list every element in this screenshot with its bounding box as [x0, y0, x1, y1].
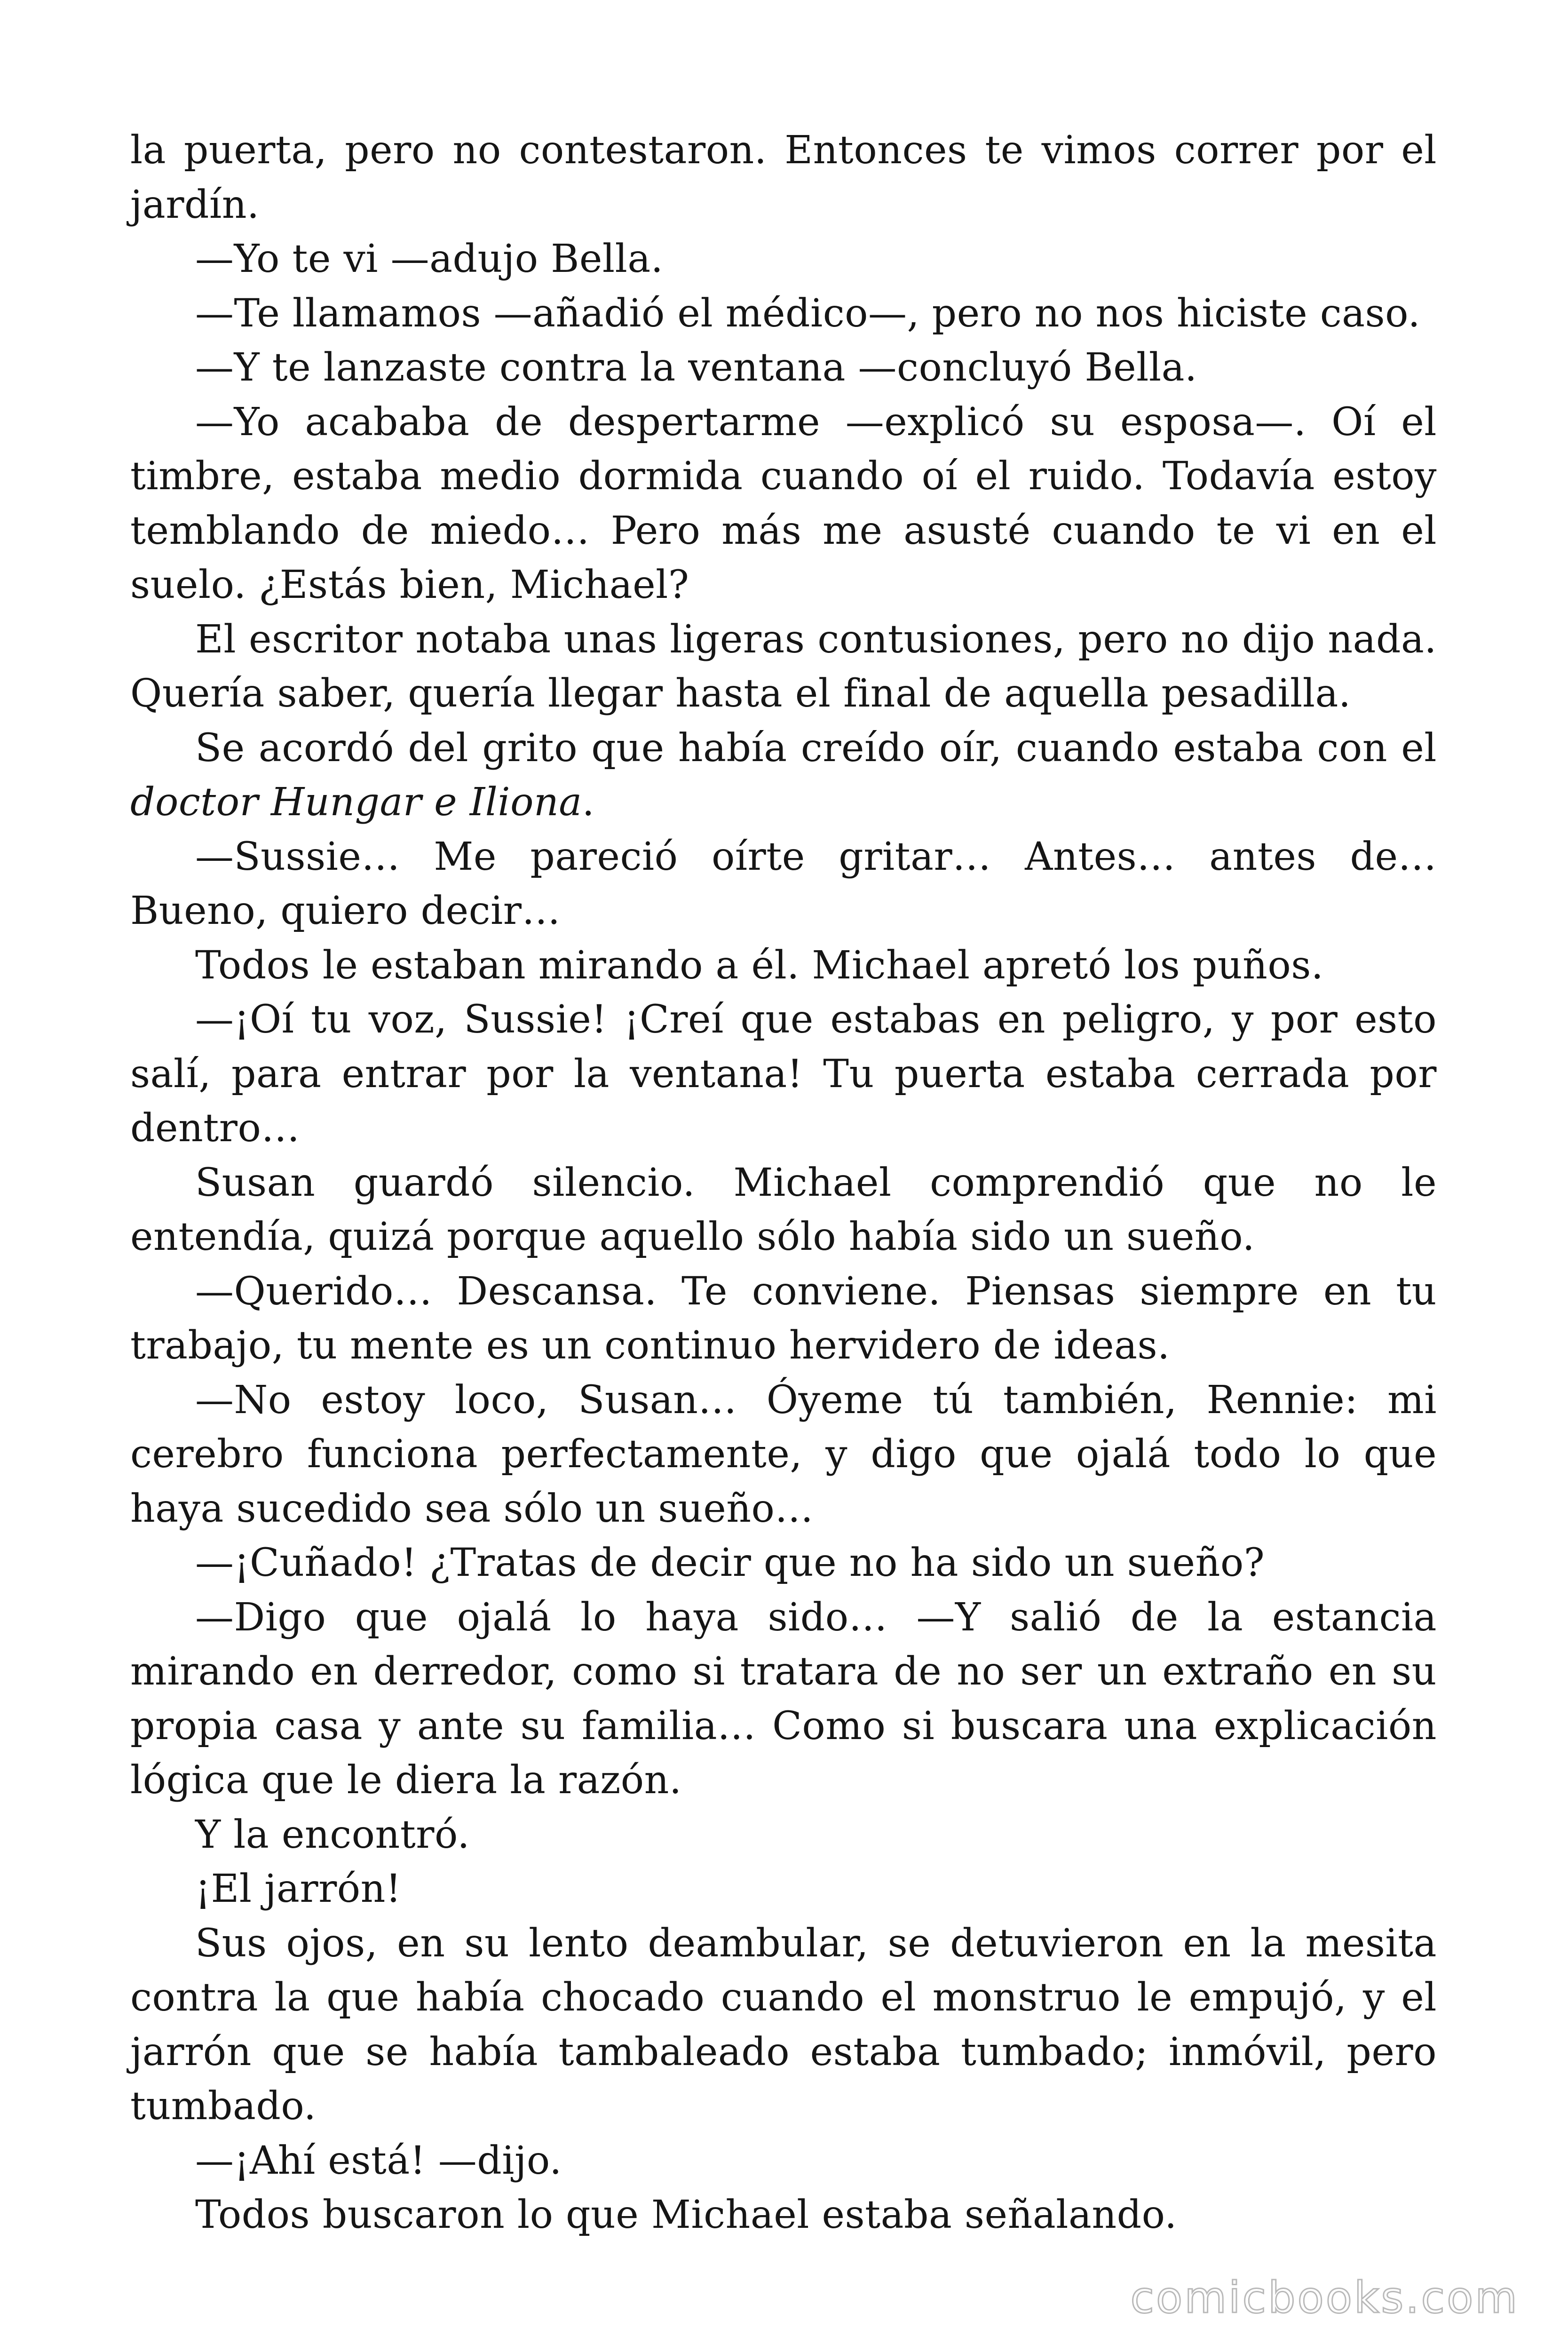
paragraph: —No estoy loco, Susan… Óyeme tú también, Rennie: mi cerebro funciona perfectamente, y digo que ojalá todo lo que haya sucedido sea sólo un sueño… [130, 1377, 1437, 1531]
paragraph: —¡Cuñado! ¿Tratas de decir que no ha sido un sueño? [195, 1541, 1265, 1585]
paragraph: ¡El jarrón! [195, 1867, 402, 1911]
paragraph: —Te llamamos —añadió el médico—, pero no nos hiciste caso. [195, 291, 1421, 336]
paragraph: —Querido… Descansa. Te conviene. Piensas siempre en tu trabajo, tu mente es un continuo hervidero de ideas. [130, 1269, 1437, 1368]
paragraph: —Yo acababa de despertarme —explicó su esposa—. Oí el timbre, estaba medio dormida cuando oí el ruido. Todavía estoy temblando de miedo… Pero más me asusté cuando te vi en el suelo. ¿Estás bien, Michael? [130, 399, 1437, 607]
body-text [130, 123, 1437, 2242]
paragraph: —Y te lanzaste contra la ventana —concluyó Bella. [195, 345, 1197, 390]
paragraph: Susan guardó silencio. Michael comprendió que no le entendía, quizá porque aquello sólo había sido un sueño. [130, 1160, 1437, 1259]
paragraph: Sus ojos, en su lento deambular, se detuvieron en la mesita contra la que había chocado cuando el monstruo le empujó, y el jarrón que se había tambaleado estaba tumbado; inmóvil, pero tumbado. [130, 1921, 1437, 2129]
italic-phrase: doctor Hungar e Iliona [130, 780, 582, 825]
paragraph: El escritor notaba unas ligeras contusiones, pero no dijo nada. Quería saber, quería llegar hasta el final de aquella pesadilla. [130, 617, 1437, 716]
site-watermark: comicbooks.com [1130, 2273, 1519, 2323]
paragraph: —¡Ahí está! —dijo. [195, 2138, 562, 2183]
paragraph: —Digo que ojalá lo haya sido… —Y salió de la estancia mirando en derredor, como si tratara de no ser un extraño en su propia casa y ante su familia… Como si buscara una explicación lógica que le diera la razón. [130, 1595, 1437, 1803]
paragraph: —¡Oí tu voz, Sussie! ¡Creí que estabas en peligro, y por esto salí, para entrar por la ventana! Tu puerta estaba cerrada por dentro… [130, 997, 1437, 1151]
paragraph: —Yo te vi —adujo Bella. [195, 237, 664, 281]
paragraph-with-italic [130, 721, 1437, 830]
paragraph: —Sussie… Me pareció oírte gritar… Antes… antes de… Bueno, quiero decir… [130, 834, 1437, 933]
paragraph-end-punctuation: . [582, 780, 595, 825]
paragraph: Todos buscaron lo que Michael estaba señalando. [195, 2193, 1177, 2237]
paragraph-text: Se acordó del grito que había creído oír, cuando estaba con el [195, 725, 1437, 771]
paragraph: Todos le estaban mirando a él. Michael apretó los puños. [195, 943, 1324, 988]
paragraph: Y la encontró. [195, 1812, 470, 1857]
paragraph: la puerta, pero no contestaron. Entonces te vimos correr por el jardín. [130, 128, 1437, 227]
